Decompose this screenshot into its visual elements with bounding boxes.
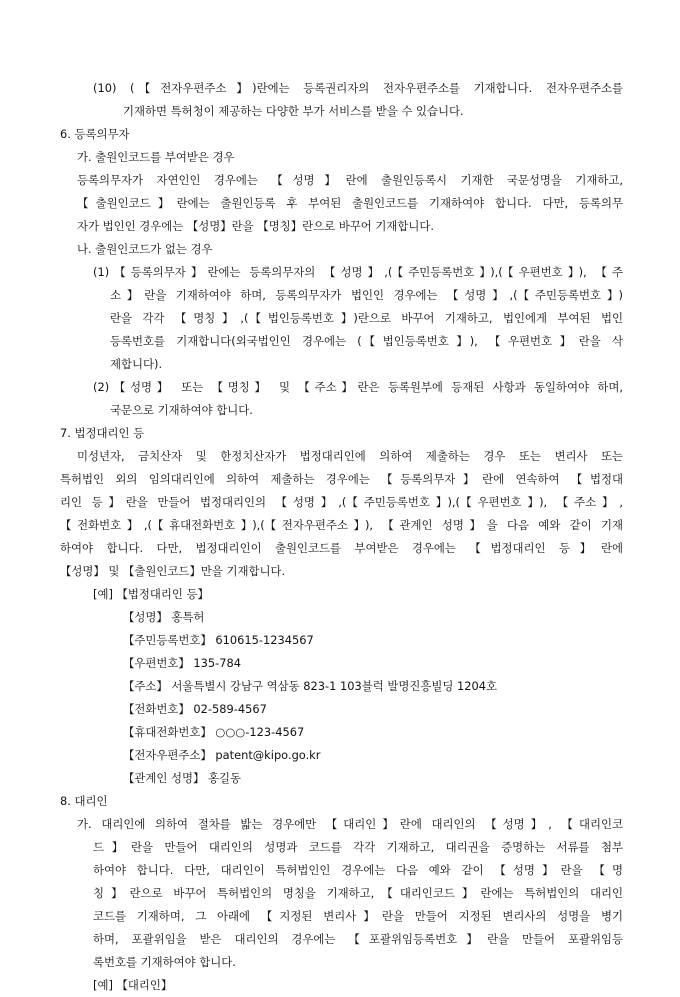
text-line: (1)【등록의무자】란에는 등록의무자의 【성명】,(【주민등록번호】),(【우편번호】), 【주 [93, 265, 623, 279]
text-line: 드】란을 만들어 대리인의 성명과 코드를 각각 기재하고, 대리권을 증명하는 서류를 첨부 [93, 840, 623, 854]
text-line: 【전자우편주소】 patent@kipo.go.kr [123, 748, 321, 762]
text-line: 제합니다). [110, 357, 163, 371]
text-line: 란을 각각 【명칭】,(【법인등록번호】)란으로 바꾸어 기재하고, 법인에게 부여된 법인 [110, 311, 623, 325]
text-line: 코드를 기재하며, 그 아래에 【지정된 변리사】란을 만들어 지정된 변리사의 성명을 병기 [93, 909, 623, 923]
text-line: 소】란을 기재하여야 하며, 등록의무자가 법인인 경우에는 【성명】,(【주민등록번호】) [110, 288, 623, 302]
text-line: 특허법인 외의 임의대리인에 의하여 제출하는 경우에는 【등록의무자】란에 연속하여 【법정대 [60, 472, 623, 486]
text-line: 가. 출원인코드를 부여받은 경우 [77, 150, 235, 164]
text-line: 【성명】 및 【출원인코드】만을 기재합니다. [60, 564, 286, 578]
text-line: 8. 대리인 [60, 794, 108, 808]
text-line: 【주민등록번호】 610615-1234567 [123, 633, 314, 647]
text-line: [예] 【대리인】 [93, 978, 173, 992]
text-line: 【휴대전화번호】 ○○○-123-4567 [123, 725, 305, 739]
text-line: 하여야 합니다. 다만, 법정대리인이 출원인코드를 부여받은 경우에는 【법정대리인 등】란에 [60, 541, 623, 555]
text-line: 【주소】 서울특별시 강남구 역삼동 823-1 103블럭 발명진흥빌딩 1204호 [123, 679, 498, 693]
text-line: 칭】란으로 바꾸어 특허법인의 명칭을 기재하고,【대리인코드】란에는 특허법인의 대리인 [93, 886, 623, 900]
text-line: 등록번호를 기재합니다(외국법인인 경우에는 (【법인등록번호】), 【우편번호】란을 삭 [110, 334, 623, 348]
text-line: 【전화번호】,(【휴대전화번호】),(【전자우편주소】), 【관계인 성명】을 다음 예와 같이 기재 [60, 518, 623, 532]
text-line: 【성명】 홍특허 [123, 610, 205, 624]
text-line: 【출원인코드】란에는 출원인등록 후 부여된 출원인코드를 기재하여야 합니다. 다만, 등록의무 [77, 196, 623, 210]
text-line: 【우편번호】 135-784 [123, 656, 242, 670]
text-line: 기재하면 특허청이 제공하는 다양한 부가 서비스를 받을 수 있습니다. [123, 104, 464, 118]
text-line: 자가 법인인 경우에는 【성명】란을 【명칭】란으로 바꾸어 기재합니다. [77, 219, 434, 233]
text-line: (10) (【전자우편주소】)란에는 등록권리자의 전자우편주소를 기재합니다. 전자우편주소를 [93, 81, 623, 95]
text-line: 미성년자, 금치산자 및 한정치산자가 법정대리인에 의하여 제출하는 경우 또는 변리사 또는 [77, 449, 623, 463]
text-line: 등록의무자가 자연인인 경우에는 【성명】란에 출원인등록시 기재한 국문성명을 기재하고, [77, 173, 623, 187]
text-line: [예] 【법정대리인 등】 [93, 587, 209, 601]
text-line: 하며, 포괄위임을 받은 대리인의 경우에는 【포괄위임등록번호】란을 만들어 포괄위임등 [93, 932, 623, 946]
text-line: 6. 등록의무자 [60, 127, 130, 141]
text-line: 록번호를 기재하여야 합니다. [93, 955, 236, 969]
text-line: 리인 등】란을 만들어 법정대리인의 【성명】,(【주민등록번호】),(【우편번호】), 【주소】, [60, 495, 623, 509]
text-line: 7. 법정대리인 등 [60, 426, 145, 440]
text-line: 【관계인 성명】 홍길동 [123, 771, 242, 785]
text-line: 【전화번호】 02-589-4567 [123, 702, 267, 716]
text-line: 하여야 합니다. 다만, 대리인이 특허법인인 경우에는 다음 예와 같이 【성명】란을 【명 [93, 863, 623, 877]
text-line: 가. 대리인에 의하여 절차를 밟는 경우에만 【대리인】란에 대리인의 【성명】, 【대리인코 [77, 817, 623, 831]
text-line: (2)【성명】 또는 【명칭】 및 【주소】란은 등록원부에 등재된 사항과 동일하여야 하며, [93, 380, 623, 394]
text-line: 국문으로 기재하여야 합니다. [110, 403, 253, 417]
text-line: 나. 출원인코드가 없는 경우 [77, 242, 213, 256]
